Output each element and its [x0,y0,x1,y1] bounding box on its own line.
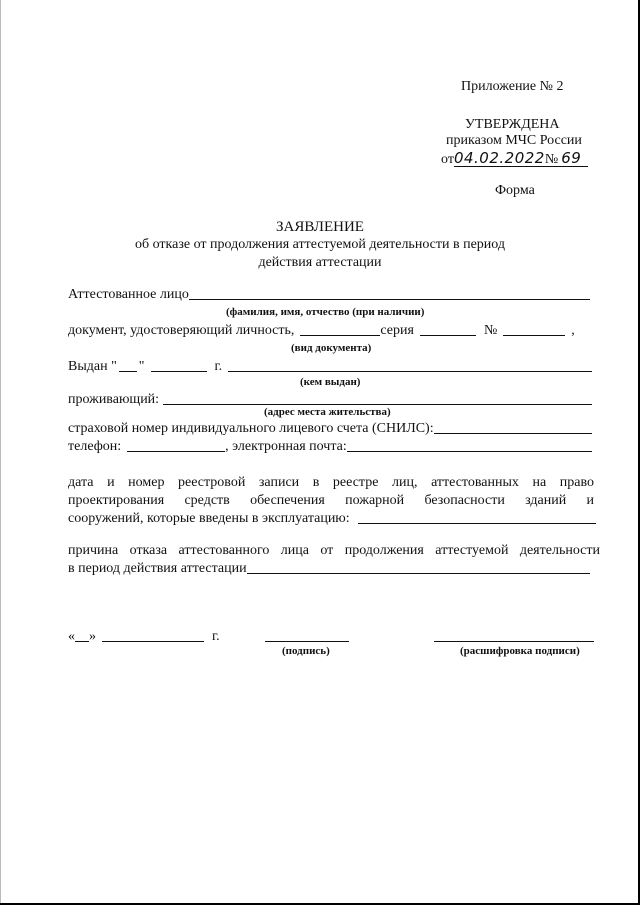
snils-field[interactable] [434,433,592,434]
appendix-label: Приложение № 2 [461,79,564,94]
email-label: , электронная почта: [225,439,347,454]
snils-label: страховой номер индивидуального лицевого счета (СНИЛС): [68,421,434,436]
reason-field[interactable] [247,573,590,574]
id-document-label: документ, удостоверяющий личность, [68,323,295,338]
issued-by-field[interactable] [228,371,592,372]
order-date-underline [454,166,588,167]
decoding-hint: (расшифровка подписи) [460,645,580,657]
phone-field[interactable] [127,451,225,452]
email-field[interactable] [347,451,592,452]
document-title: ЗАЯВЛЕНИЕ [276,219,364,235]
date-open-quote: « [68,629,75,644]
id-document-row [68,323,594,339]
snils-row [68,421,592,437]
registry-line-3: сооружений, которые введены в эксплуатацию: [68,511,350,526]
date-prefix: от [441,152,454,167]
registry-row-3 [68,511,596,527]
registry-line-2: проектирования средств обеспечения пожарной безопасности зданий и [68,493,594,508]
registry-line-1: дата и номер реестровой записи в реестре лиц, аттестованных на право [68,475,594,490]
issued-by-hint: (кем выдан) [300,376,361,388]
approved-label: УТВЕРЖДЕНА [465,117,560,132]
reason-line-1: причина отказа аттестованного лица от продолжения аттестуемой деятельности [68,543,600,558]
registry-record-field[interactable] [358,523,596,524]
page-left-edge [0,0,1,905]
issued-label: Выдан " [68,359,117,374]
form-label: Форма [495,183,535,198]
number-sign-label: № [483,323,498,338]
date-close-quote: » [89,629,96,644]
doc-type-hint: (вид документа) [291,342,372,354]
certified-person-label: Аттестованное лицо [68,287,189,302]
comma: , [571,323,575,338]
phone-email-row [68,439,592,455]
order-number-label: № [544,152,559,167]
address-field[interactable] [163,404,592,405]
address-hint: (адрес места жительства) [264,406,391,418]
subtitle-line-2: действия аттестации [258,255,382,270]
residing-label: проживающий: [68,392,160,407]
certified-person-field[interactable] [189,299,590,300]
reason-line-2: в период действия аттестации [68,561,247,576]
series-label: серия [380,323,414,338]
issued-day-field[interactable] [119,371,137,372]
handwritten-date: 04.02.2022 [453,149,545,167]
signature-decoding-field[interactable] [434,641,594,642]
signature-day-field[interactable] [75,641,89,642]
order-by-label: приказом МЧС России [446,133,582,148]
series-field[interactable] [420,335,476,336]
doc-number-field[interactable] [503,335,565,336]
doc-type-field[interactable] [300,335,380,336]
certified-person-row [68,287,590,303]
signature-year-label: г. [212,629,220,644]
issued-month-field[interactable] [151,371,207,372]
issued-year-label: г. [214,359,223,374]
phone-label: телефон: [68,439,122,454]
signature-field[interactable] [265,641,349,642]
signature-month-field[interactable] [102,641,204,642]
signature-hint: (подпись) [282,645,330,657]
signature-date-row [68,629,228,645]
fio-hint: (фамилия, имя, отчество (при наличии) [226,306,425,318]
handwritten-number: 69 [561,149,582,167]
subtitle-line-1: об отказе от продолжения аттестуемой деятельности в период [134,237,506,252]
issued-quote: " [138,359,145,374]
issued-row [68,359,592,375]
reason-row-2 [68,561,590,577]
